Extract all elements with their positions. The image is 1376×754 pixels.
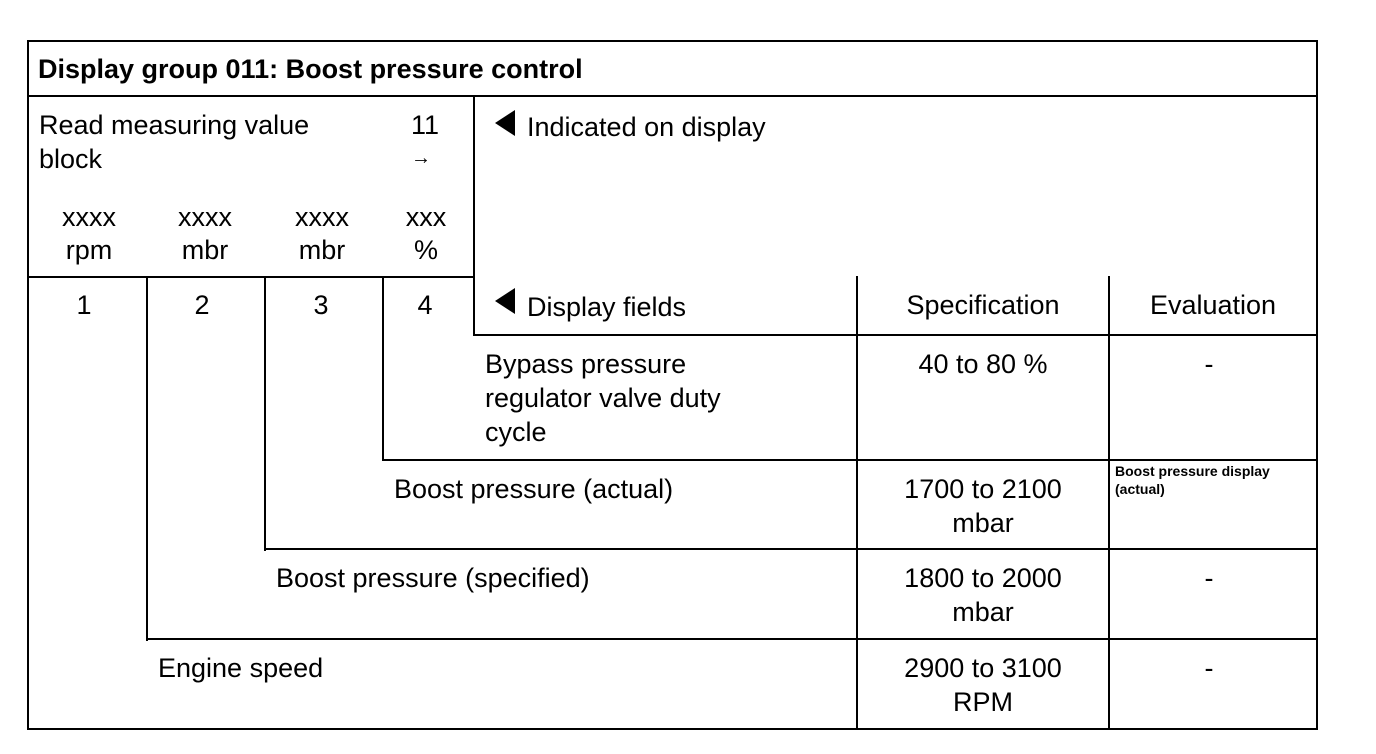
field-1-unit: rpm (65, 235, 113, 265)
block-number: 11 (411, 110, 440, 140)
field-number-3: 3 (313, 290, 329, 320)
spec-column-line (856, 276, 858, 730)
field-line-2 (146, 276, 148, 641)
row-line-2 (264, 548, 1318, 550)
row-2-field: Boost pressure (actual) (394, 474, 674, 504)
display-fields-header: Display fields (527, 292, 687, 322)
row-1-eval: - (1204, 349, 1214, 379)
row-4-field: Engine speed (158, 653, 324, 683)
field-3-value: xxxx (295, 202, 349, 232)
field-line-3 (264, 276, 266, 551)
field-4-unit: % (413, 235, 438, 265)
fields-divider (27, 276, 475, 278)
title-divider (27, 95, 1318, 97)
page-title: Display group 011: Boost pressure control (38, 54, 583, 84)
row-3-field: Boost pressure (specified) (276, 563, 590, 593)
evaluation-header: Evaluation (1149, 290, 1277, 320)
row-line-3 (146, 638, 1318, 640)
field-3-unit: mbr (298, 235, 346, 265)
border-bottom (27, 728, 1318, 730)
field-number-1: 1 (76, 290, 92, 320)
row-line-1 (382, 459, 1318, 461)
row-3-eval: - (1204, 563, 1214, 593)
border-left (27, 40, 29, 730)
border-right (1316, 40, 1318, 730)
field-number-4: 4 (417, 290, 433, 320)
header-row-line (473, 334, 1318, 336)
row-2-eval: Boost pressure display (actual) (1115, 463, 1270, 497)
header-block-divider (473, 95, 475, 335)
block-label: Read measuring value block (39, 110, 310, 174)
field-2-unit: mbr (181, 235, 229, 265)
triangle-left-icon (495, 288, 515, 314)
row-1-spec: 40 to 80 % (918, 349, 1048, 379)
field-number-2: 2 (194, 290, 210, 320)
specification-header: Specification (906, 290, 1060, 320)
row-4-spec: 2900 to 3100 RPM (904, 653, 1062, 717)
field-line-4 (382, 276, 384, 461)
row-3-spec: 1800 to 2000 mbar (904, 563, 1062, 627)
field-2-value: xxxx (178, 202, 232, 232)
row-4-eval: - (1204, 653, 1214, 683)
field-4-value: xxx (405, 202, 447, 232)
row-2-spec: 1700 to 2100 mbar (904, 474, 1062, 538)
field-1-value: xxxx (62, 202, 116, 232)
triangle-left-icon (495, 110, 515, 136)
border-top (27, 40, 1318, 42)
indicated-label: Indicated on display (527, 112, 766, 142)
right-arrow-icon: → (411, 147, 431, 169)
row-1-field: Bypass pressure regulator valve duty cycle (485, 349, 721, 447)
